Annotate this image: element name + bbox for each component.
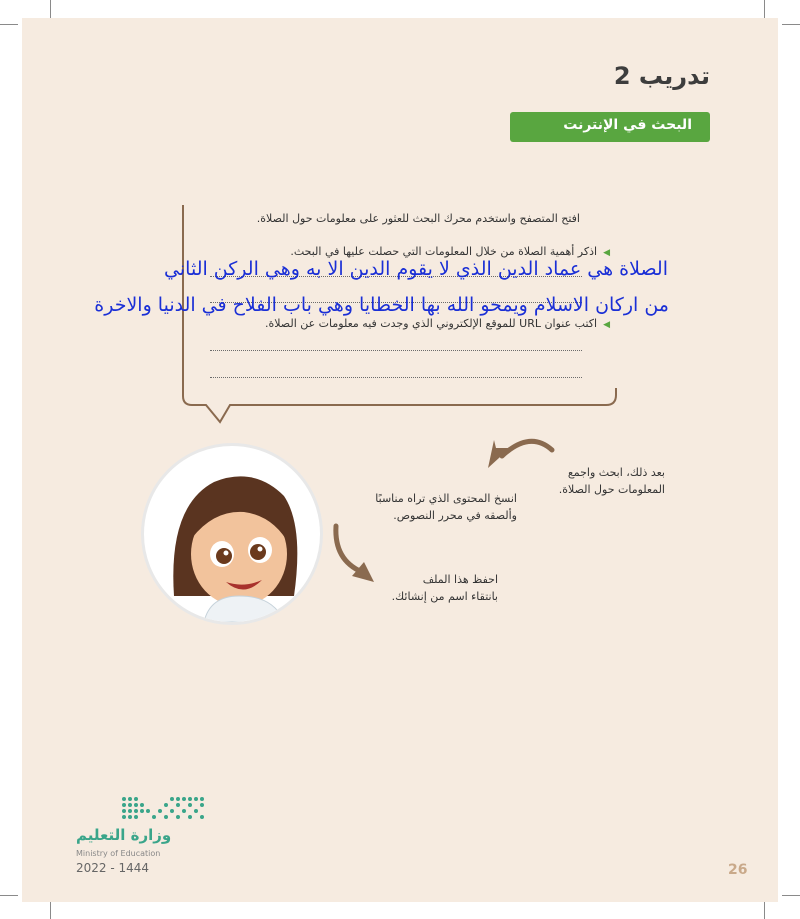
answer-line <box>210 350 582 351</box>
bullet-triangle-icon: ◀ <box>603 320 610 330</box>
handwritten-answer-line1[interactable]: الصلاة هي عماد الدين الذي لا يقوم الدين الا به وهي الركن الثاني <box>164 258 668 280</box>
curved-arrow-icon <box>322 520 382 590</box>
girl-character-icon <box>141 443 323 625</box>
banner-label: البحث في الإنترنت <box>563 117 692 133</box>
page-title: تدريب 2 <box>613 62 710 90</box>
answer-line <box>210 377 582 378</box>
page-number: 26 <box>728 862 748 878</box>
curved-arrow-icon <box>480 432 560 482</box>
tip-text: بعد ذلك، ابحث واجمع المعلومات حول الصلاة. <box>558 466 665 496</box>
instruction-text: افتح المتصفح واستخدم محرك البحث للعثور على معلومات حول الصلاة. <box>256 212 580 225</box>
ministry-logo-icon <box>76 795 208 825</box>
academic-year: 2022 - 1444 <box>76 861 150 875</box>
bullet-item <box>290 245 610 258</box>
ministry-name-english: Ministry of Education <box>76 849 161 858</box>
handwritten-answer-line2[interactable]: من اركان الاسلام ويمحو الله بها الخطايا وهي باب الفلاح في الدنيا والاخرة <box>94 294 669 316</box>
tip-text: احفظ هذا الملف بانتقاء اسم من إنشائك. <box>391 573 498 603</box>
bullet-text: اكتب عنوان URL للموقع الإلكتروني الذي وجدت فيه معلومات عن الصلاة. <box>264 317 598 330</box>
ministry-name-arabic: وزارة التعليم <box>76 826 172 844</box>
bullet-item <box>265 317 610 330</box>
bullet-triangle-icon: ◀ <box>603 248 610 258</box>
bullet-text: اذكر أهمية الصلاة من خلال المعلومات التي حصلت عليها في البحث. <box>290 245 598 258</box>
tip-text: انسخ المحتوى الذي تراه مناسبًا وألصقه في محرر النصوص. <box>375 492 517 522</box>
